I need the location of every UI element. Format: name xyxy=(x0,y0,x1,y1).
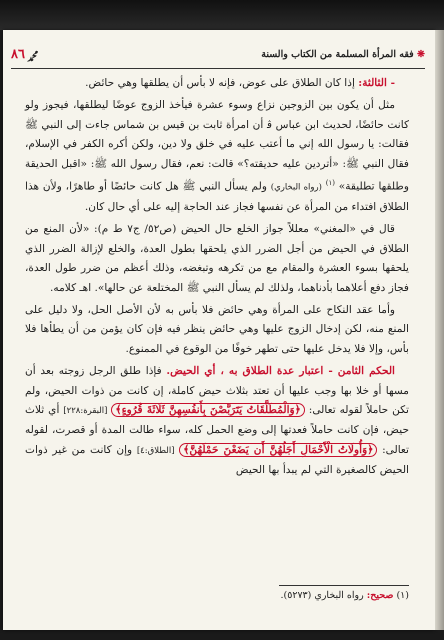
title-ornament-icon: ❋ xyxy=(417,48,425,60)
footnote-marker: (١) xyxy=(325,179,335,188)
scan-background xyxy=(0,0,444,30)
quran-verse: ﴿وَأُولَاتُ الْأَحْمَالِ أَجَلُهُنَّ أَن يَضَعْنَ حَمْلَهُنَّ﴾ xyxy=(179,443,377,457)
paragraph-third-case: - الثالثة: إذا كان الطلاق على عوض، فإنه لا بأس أن يطلقها وهي حائض. xyxy=(85,77,395,89)
page-edge xyxy=(435,30,444,630)
paragraph-marriage-contract: وأما عقد النكاح على المرأة وهي حائض فلا بأس به لأن الأصل الحل، ولا دليل على المنع منه، لكن إدخال الزوج عليها وهي حائض ينظر فيه فإن كان يؤمن من أن يطأها فلا بأس، وإلا فلا يدخل عليها حتى تطهر خوفًا من الوقوع في الممنوع. xyxy=(25,304,409,355)
page-body xyxy=(25,74,409,484)
page-number: ﷴ ٨٦ xyxy=(11,42,38,67)
quran-verse: ﴿وَالْمُطَلَّقَاتُ يَتَرَبَّصْنَ بِأَنفُسِهِنَّ ثَلَاثَةَ قُرُوءٍ﴾ xyxy=(111,403,304,417)
section-heading: الحكم الثامن - اعتبار عدة الطلاق به ، أي الحيض. xyxy=(166,365,396,378)
paragraph-mughni-quote: قال في «المغني» معللاً جواز الخلع حال الحيض (ص٥٢/ ج٧ ط م): «لأن المنع من الطلاق في الحيض من أجل الضرر الذي يلحقها بطول العدة، والخلع لإزالة الضرر الذي يلحقها بسوء العشرة والمقام مع من تكرهه وتبغضه، وذلك أعظم من ضرر طول العدة، فجاز دفع أعلاهما بأدناهما، ولذلك لم يسأل النبي ﷺ المختلعة عن حالها». اهـ كلامه. xyxy=(25,223,409,294)
running-header xyxy=(11,42,425,66)
footnote-divider xyxy=(279,585,409,586)
paragraph-khul-example: مثل أن يكون بين الزوجين نزاع وسوء عشرة فيأخذ الزوج عوضًا ليطلقها، فيجوز ولو كانت حائضًا، لحديث ابن عباس ﭬ أن امرأة ثابت بن قيس بن شماس جاءت إلى النبي ﷺ فقالت: يا رسول الله إني ما أعتب عليه في خلق ولا دين، ولكن أكره الكفر في الإسلام، فقال النبي ﷺ: «أتردين عليه حديقته؟» قالت: نعم، فقال رسول الله ﷺ: «اقبل الحديقة وطلقها تطليقة» $^{(١)}$ (رواه البخاري) ولم يسأل النبي ﷺ هل كانت حائضًا أو طاهرًا، ولأن هذا الطلاق افتداء من المرأة عن نفسها فجاز عند الحاجة إليه على أي حال كان. xyxy=(25,99,409,213)
book-title: ❋ فقه المرأة المسلمة من الكتاب والسنة xyxy=(261,48,425,60)
footnote: (١) صحيح: رواه البخاري (٥٢٧٣). xyxy=(280,590,409,601)
book-page xyxy=(3,30,435,630)
page-ornament-icon: ﷴ xyxy=(26,52,38,64)
paragraph-eighth-ruling: الحكم الثامن - اعتبار عدة الطلاق به ، أي الحيض. فإذا طلق الرجل زوجته بعد أن مسها أو خلا بها وجب عليها أن تعتد بثلاث حيض كاملة، إن كانت من ذوات الحيض، ولم تكن حاملاً لقوله تعالى: ﴿وَالْمُطَلَّقَاتُ يَتَرَبَّصْنَ بِأَنفُسِهِنَّ ثَلَاثَةَ قُرُوءٍ﴾ [البقرة:٢٢٨] أي ثلاث حيض، فإن كانت حاملاً فعدتها إلى وضع الحمل كله، سواء طالت المدة أو قصرت، لقوله تعالى: ﴿وَأُولَاتُ الْأَحْمَالِ أَجَلُهُنَّ أَن يَضَعْنَ حَمْلَهُنَّ﴾ [الطلاق:٤] وإن كانت من غير ذوات الحيض كالصغيرة التي لم يبدأ بها الحيض xyxy=(25,365,409,477)
header-divider xyxy=(11,68,425,69)
